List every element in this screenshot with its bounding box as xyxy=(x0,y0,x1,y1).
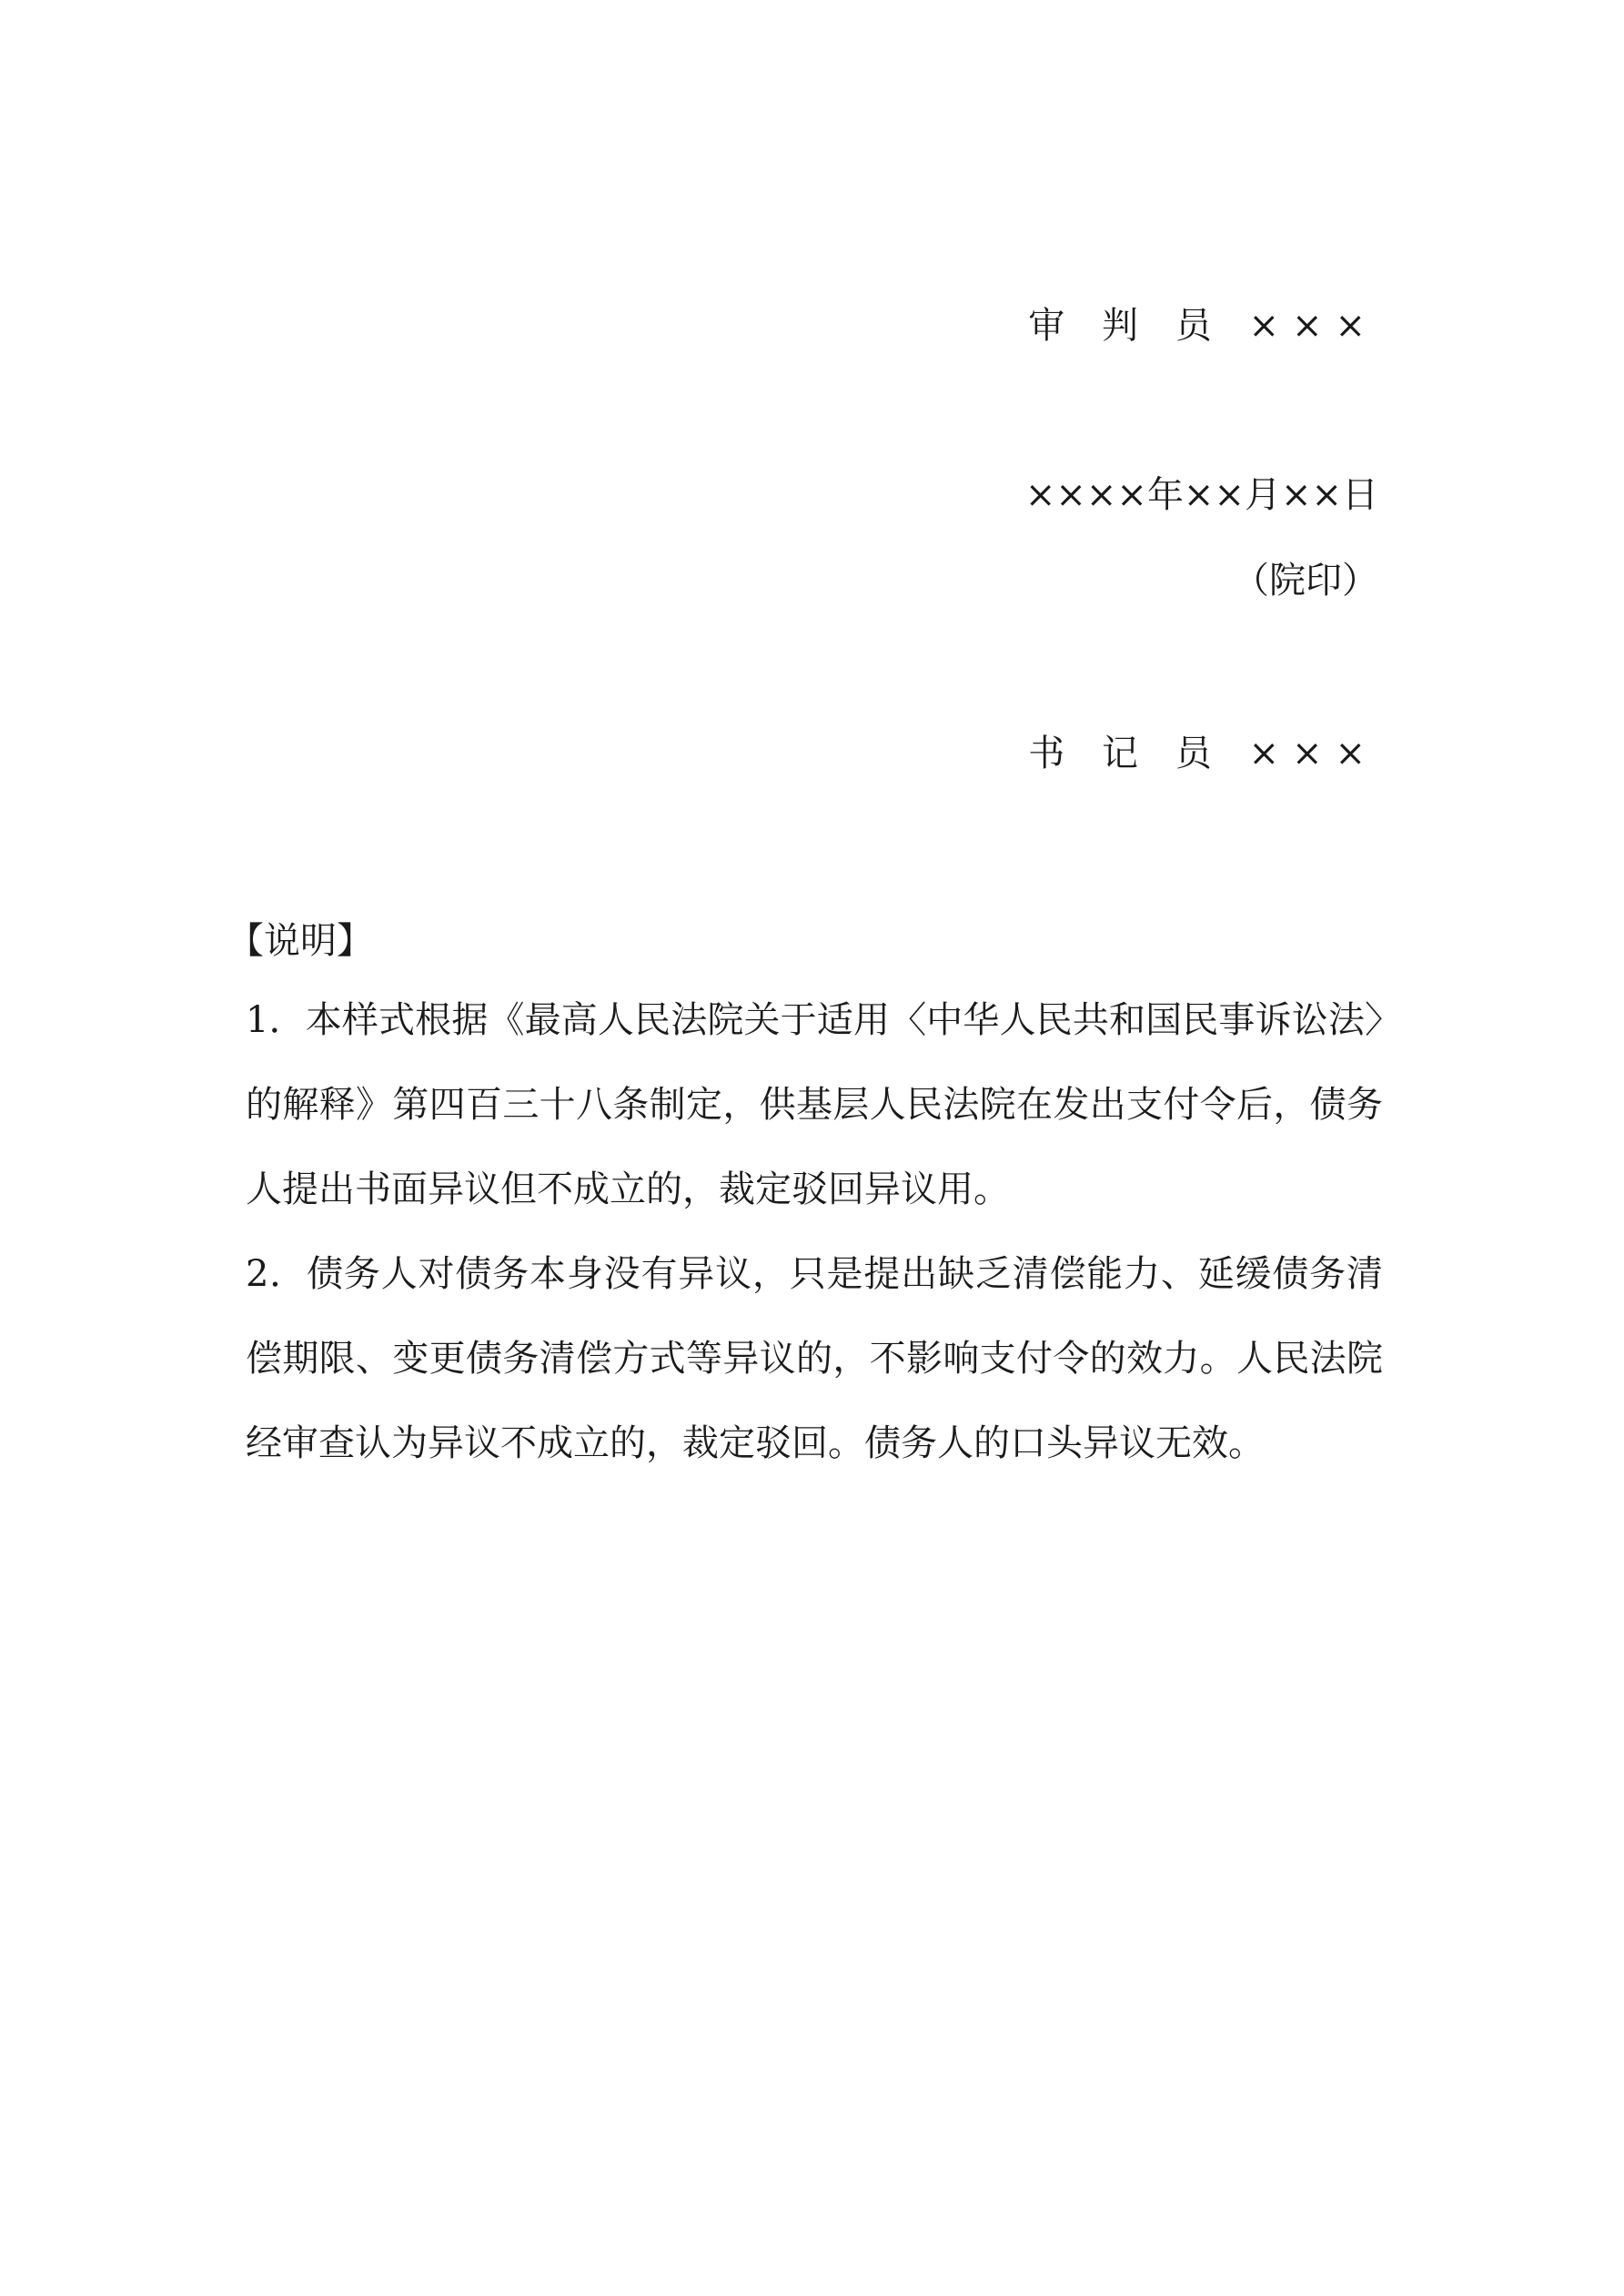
notes-section xyxy=(227,899,1383,1486)
note-item: 1．本样式根据《最高人民法院关于适用〈中华人民共和国民事诉讼法〉的解释》第四百三十八条制定，供基层人民法院在发出支付令后，债务人提出书面异议但不成立的，裁定驳回异议用。 xyxy=(246,999,1383,1210)
judge-signature: 审 判 员 ××× xyxy=(1028,305,1378,347)
clerk-signature: 书 记 员 ××× xyxy=(1028,733,1378,774)
note-item: 2．债务人对债务本身没有异议，只是提出缺乏清偿能力、延缓债务清偿期限、变更债务清偿方式等异议的，不影响支付令的效力。人民法院经审查认为异议不成立的，裁定驳回。债务人的口头异议无效。 xyxy=(246,1253,1383,1464)
issue-date: ××××年××月××日 xyxy=(1024,474,1378,516)
court-seal-placeholder: （院印） xyxy=(1233,560,1378,602)
notes-title: 【说明】 xyxy=(227,920,373,962)
